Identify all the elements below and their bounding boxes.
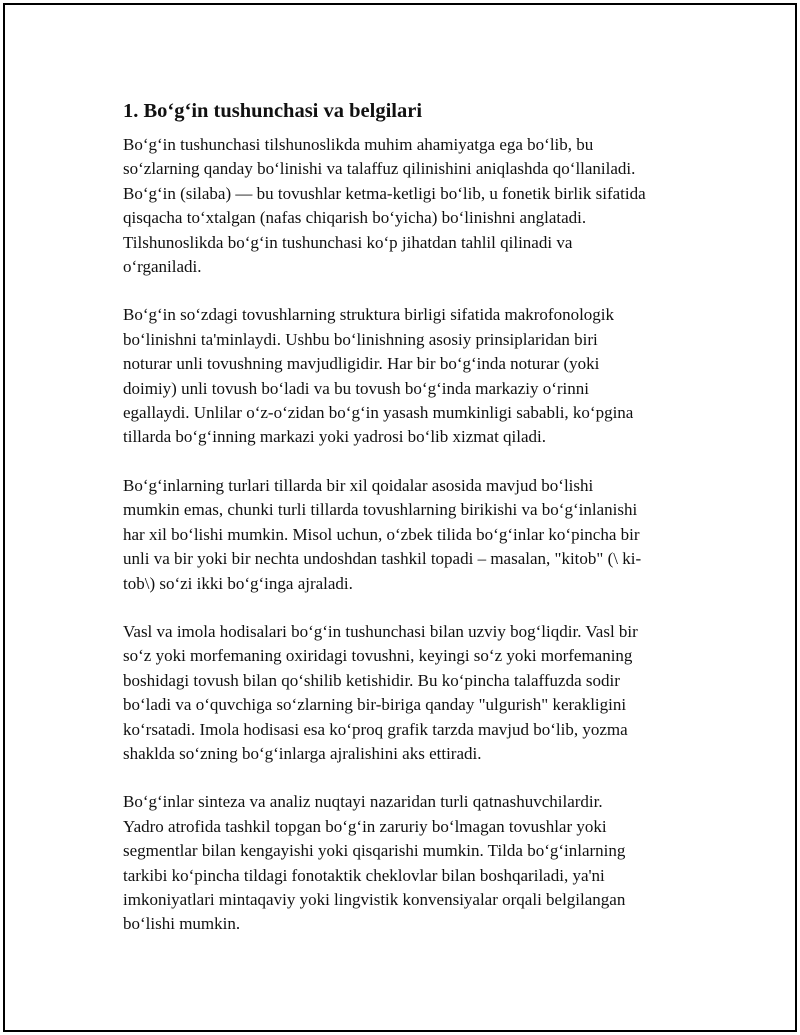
text-line: ko‘rsatadi. Imola hodisasi esa ko‘proq grafik tarzda mavjud bo‘lib, yozma [123,719,628,739]
text-line: o‘rganiladi. [123,257,202,277]
paragraph-5 [123,790,695,936]
page-frame [3,3,797,1032]
text-line: Bo‘g‘in so‘zdagi tovushlarning struktura birligi sifatida makrofonologik [123,305,615,325]
text-line: bo‘linishni ta'minlaydi. Ushbu bo‘linishning asosiy prinsiplaridan biri [123,329,598,349]
text-line: har xil bo‘lishi mumkin. Misol uchun, o‘zbek tilida bo‘g‘inlar ko‘pincha bir [123,524,640,544]
text-line: imkoniyatlari mintaqaviy yoki lingvistik konvensiyalar orqali belgilangan [123,889,626,909]
text-line: doimiy) unli tovush bo‘ladi va bu tovush bo‘g‘inda markaziy o‘rinni [123,378,590,398]
text-line: egallaydi. Unlilar o‘z-o‘zidan bo‘g‘in yasash mumkinligi sababli, ko‘pgina [123,403,634,423]
text-line: qisqacha to‘xtalgan (nafas chiqarish bo‘yicha) bo‘linishni anglatadi. [123,208,587,228]
text-line: bo‘lishi mumkin. [123,914,241,934]
text-line: so‘z yoki morfemaning oxiridagi tovushni, keyingi so‘z yoki morfemaning [123,646,633,666]
text-line: tillarda bo‘g‘inning markazi yoki yadrosi bo‘lib xizmat qiladi. [123,427,547,447]
text-line: boshidagi tovush bilan qo‘shilib ketishidir. Bu ko‘pincha talaffuzda sodir [123,670,620,690]
text-line: Vasl va imola hodisalari bo‘g‘in tushunchasi bilan uzviy bog‘liqdir. Vasl bir [123,621,638,641]
text-line: Yadro atrofida tashkil topgan bo‘g‘in zaruriy bo‘lmagan tovushlar yoki [123,816,607,836]
text-line: Bo‘g‘in tushunchasi tilshunoslikda muhim ahamiyatga ega bo‘lib, bu [123,135,594,154]
paragraph-4 [123,620,695,766]
text-line: so‘zlarning qanday bo‘linishi va talaffuz qilinishini aniqlashda qo‘llaniladi. [123,159,636,179]
paragraph-1 [123,133,695,279]
text-line: Bo‘g‘inlar sinteza va analiz nuqtayi nazaridan turli qatnashuvchilardir. [123,792,603,812]
text-line: shaklda so‘zning bo‘g‘inlarga ajralishini aks ettiradi. [123,743,482,763]
text-line: Bo‘g‘in (silaba) — bu tovushlar ketma-ketligi bo‘lib, u fonetik birlik sifatida [123,183,646,203]
text-line: mumkin emas, chunki turli tillarda tovushlarning birikishi va bo‘g‘inlanishi [123,500,638,520]
text-line: tob\) so‘zi ikki bo‘g‘inga ajraladi. [123,573,353,593]
paragraph-3 [123,474,695,596]
text-line: Tilshunoslikda bo‘g‘in tushunchasi ko‘p jihatdan tahlil qilinadi va [123,232,573,252]
text-line: noturar unli tovushning mavjudligidir. Har bir bo‘g‘inda noturar (yoki [123,354,600,374]
text-line: segmentlar bilan kengayishi yoki qisqarishi mumkin. Tilda bo‘g‘inlarning [123,841,626,861]
section-heading: 1. Bo‘g‘in tushunchasi va belgilari [123,100,423,122]
text-line: tarkibi ko‘pincha tildagi fonotaktik cheklovlar bilan boshqariladi, ya'ni [123,865,605,885]
paragraph-2 [123,303,695,449]
text-line: unli va bir yoki bir nechta undoshdan tashkil topadi – masalan, "kitob" (\ ki- [123,549,642,569]
text-line: Bo‘g‘inlarning turlari tillarda bir xil qoidalar asosida mavjud bo‘lishi [123,475,594,495]
text-line: bo‘ladi va o‘quvchiga so‘zlarning bir-biriga qanday "ulgurish" kerakligini [123,695,627,715]
document-body [123,97,695,961]
